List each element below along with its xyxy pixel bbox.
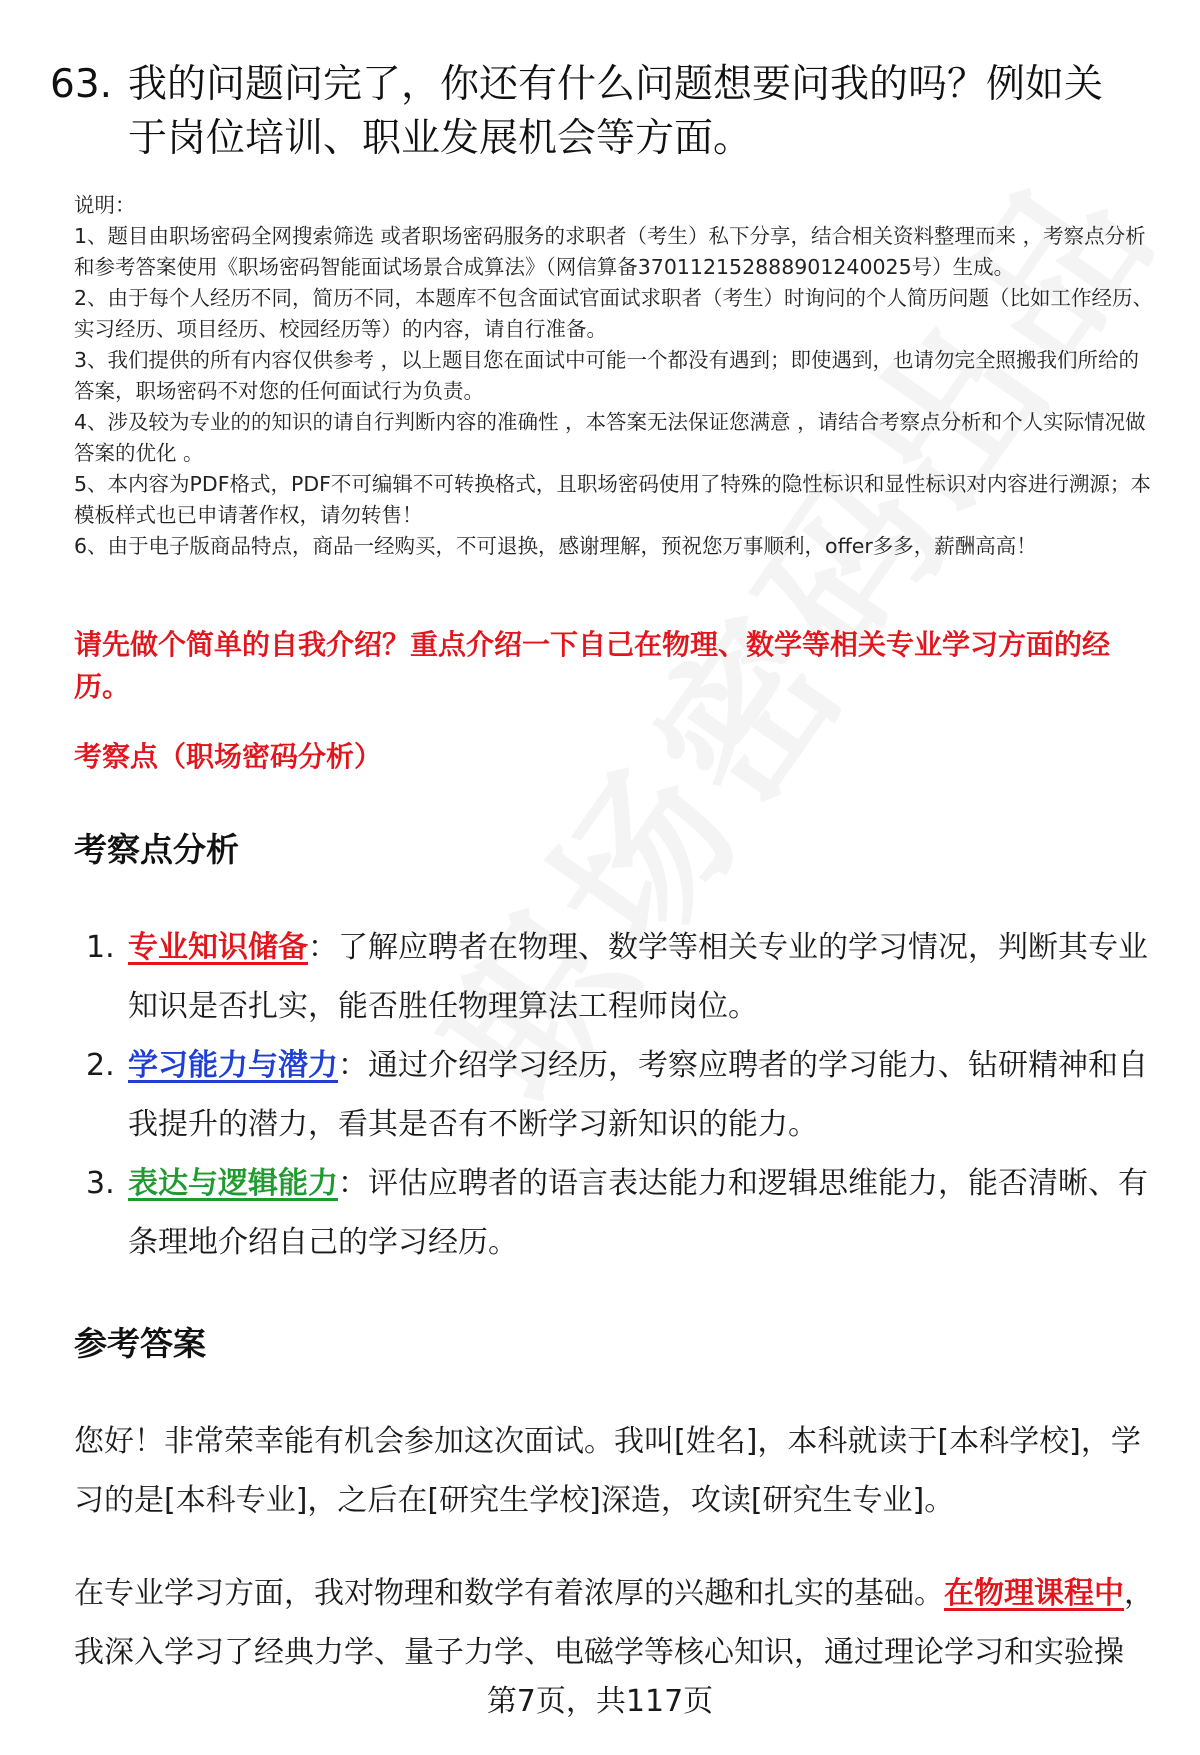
list-item-number: 1. [86,930,115,965]
interview-question: 请先做个简单的自我介绍？重点介绍一下自己在物理、数学等相关专业学习方面的经历。 [74,628,1111,703]
point-tag: 考察点（职场密码分析） [74,740,383,773]
question-title [50,58,1140,166]
question-number: 63. [50,62,113,107]
list-item-separator: ： [338,1166,368,1201]
note-item: 2、由于每个人经历不同，简历不同，本题库不包含面试官面试求职者（考生）时询问的个人简历问题（比如工作经历、实习经历、项目经历、校园经历等）的内容，请自行准备。 [74,286,1154,341]
question-text: 我的问题问完了，你还有什么问题想要问我的吗？例如关于岗位培训、职业发展机会等方面。 [128,62,1104,161]
list-item-separator: ： [338,1048,368,1083]
list-item-text: 通过介绍学习经历，考察应聘者的学习能力、钻研精神和自我提升的潜力，看其是否有不断学习新知识的能力。 [128,1048,1148,1142]
list-item-text: 评估应聘者的语言表达能力和逻辑思维能力，能否清晰、有条理地介绍自己的学习经历。 [128,1166,1148,1260]
answer-text: ，我深入学习了经典力学、量子力学、电磁学等核心知识，通过理论学习和实验操 [74,1576,1154,1670]
list-item-keyword: 专业知识储备 [128,930,308,965]
note-item: 3、我们提供的所有内容仅供参考 ，以上题目您在面试中可能一个都没有遇到；即使遇到，也请勿完全照搬我们所给的答案，职场密码不对您的任何面试行为负责。 [74,348,1140,403]
list-item-number: 2. [86,1048,115,1083]
page-footer: 第7页，共117页 [486,1684,714,1719]
note-item: 4、涉及较为专业的的知识的请自行判断内容的准确性 ，本答案无法保证您满意 ，请结合考察点分析和个人实际情况做答案的优化 。 [74,410,1146,465]
answer-paragraph [74,1564,1154,1682]
notes-block [74,190,1154,562]
list-item [74,918,1154,1036]
list-item [74,1036,1154,1154]
list-item-keyword: 表达与逻辑能力 [128,1166,338,1201]
list-item [74,1154,1154,1272]
list-item-separator: ： [308,930,338,965]
answer-paragraph: 您好！非常荣幸能有机会参加这次面试。我叫[姓名]，本科就读于[本科学校]，学习的是[本科专业]，之后在[研究生学校]深造，攻读[研究生专业]。 [74,1424,1141,1518]
note-item: 5、本内容为PDF格式，PDF不可编辑不可转换格式，且职场密码使用了特殊的隐性标识和显性标识对内容进行溯源；本模板样式也已申请著作权，请勿转售！ [74,472,1151,527]
note-item: 1、题目由职场密码全网搜索筛选 或者职场密码服务的求职者（考生）私下分享，结合相关资料整理而来 ，考察点分析和参考答案使用《职场密码智能面试场景合成算法》（网信算备370112152888901240025号）生成。 [74,224,1146,279]
analysis-list [74,918,1154,1272]
answer-highlight: 在物理课程中 [944,1576,1124,1611]
answer-heading: 参考答案 [74,1324,206,1363]
list-item-number: 3. [86,1166,115,1201]
note-item: 6、由于电子版商品特点，商品一经购买，不可退换，感谢理解，预祝您万事顺利，offer多多，薪酬高高！ [74,534,1037,558]
list-item-text: 了解应聘者在物理、数学等相关专业的学习情况，判断其专业知识是否扎实，能否胜任物理算法工程师岗位。 [128,930,1148,1024]
analysis-heading: 考察点分析 [74,830,239,869]
answer-text: 在专业学习方面，我对物理和数学有着浓厚的兴趣和扎实的基础。 [74,1576,944,1611]
notes-heading: 说明： [74,193,136,217]
list-item-keyword: 学习能力与潜力 [128,1048,338,1083]
